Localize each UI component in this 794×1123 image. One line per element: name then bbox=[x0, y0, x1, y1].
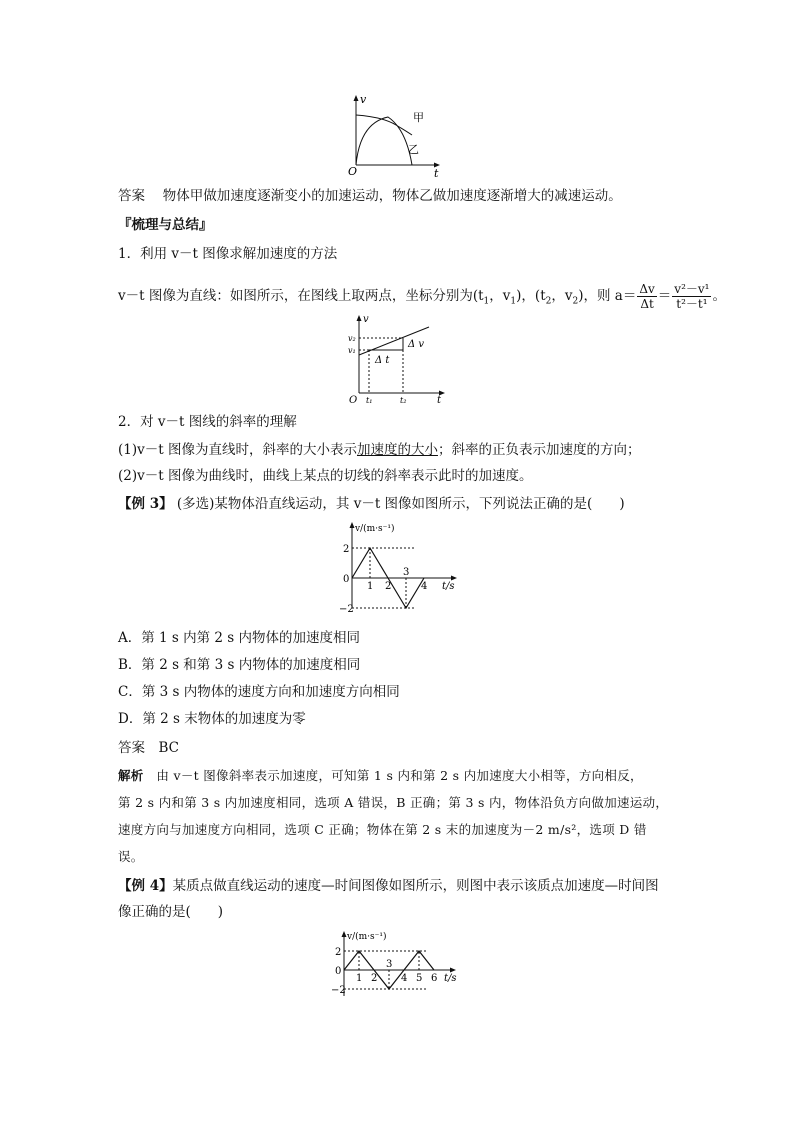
answer-prefix: 答案 bbox=[118, 188, 145, 204]
x-tick-label: 3 bbox=[403, 567, 410, 578]
label-jia: 甲 bbox=[413, 111, 424, 124]
x-tick-label: 4 bbox=[401, 973, 408, 984]
option-a: A．第 1 s 内第 2 s 内物体的加速度相同 bbox=[118, 630, 361, 646]
svg-text:Δ t: Δ t bbox=[375, 355, 390, 366]
item-2-line-1: (1)v－t 图像为直线时，斜率的大小表示加速度的大小；斜率的正负表示加速度的方向； bbox=[118, 442, 641, 458]
item-2-line-2: (2)v－t 图像为曲线时，曲线上某点的切线的斜率表示此时的加速度。 bbox=[118, 468, 533, 484]
x-tick-label: 2 bbox=[371, 973, 378, 984]
y-tick-label: 0 bbox=[335, 966, 342, 977]
example-4-stem-2: 像正确的是( ) bbox=[118, 904, 224, 920]
option-d: D．第 2 s 末物体的加速度为零 bbox=[118, 711, 306, 727]
analysis-line-4: 误。 bbox=[118, 849, 144, 864]
x-tick-label: 4 bbox=[421, 581, 428, 592]
answer-3: 答案 BC bbox=[118, 740, 180, 756]
svg-text:v₂: v₂ bbox=[348, 334, 356, 343]
y-tick-label: 2 bbox=[343, 544, 350, 555]
svg-text:O: O bbox=[349, 395, 358, 406]
example-4-chart bbox=[322, 930, 472, 1000]
svg-text:t₁: t₁ bbox=[366, 396, 373, 405]
svg-text:t: t bbox=[437, 395, 442, 406]
y-tick-label: −2 bbox=[331, 985, 346, 996]
x-tick-label: 1 bbox=[356, 973, 363, 984]
option-c: C．第 3 s 内物体的速度方向和加速度方向相同 bbox=[118, 684, 400, 700]
label-yi: 乙 bbox=[408, 143, 419, 156]
y-axis-label: v/(m·s⁻¹) bbox=[347, 932, 387, 942]
y-axis-label: v/(m·s⁻¹) bbox=[355, 524, 395, 534]
example-3-chart bbox=[330, 520, 470, 615]
fraction-dv-dt: $\frac{\Delta v}{\Delta t}$ bbox=[639, 282, 655, 311]
summary-heading: 『梳理与总结』 bbox=[118, 217, 213, 233]
svg-text:t₂: t₂ bbox=[400, 396, 407, 405]
answer-text: 物体甲做加速度逐渐变小的加速运动，物体乙做加速度逐渐增大的减速运动。 bbox=[162, 188, 622, 204]
y-tick-label: −2 bbox=[339, 604, 354, 615]
x-tick-label: 1 bbox=[367, 581, 374, 592]
example-3-stem: 【例 3】 (多选)某物体沿直线运动，其 v－t 图像如图所示，下列说法正确的是( ) bbox=[118, 496, 625, 512]
origin-label: O bbox=[348, 165, 358, 178]
v-axis-arrow bbox=[354, 95, 359, 101]
y-tick-label: 2 bbox=[335, 947, 342, 958]
axis-v-label: v bbox=[360, 93, 367, 106]
fraction-v-t: $\frac{\text{v²－v¹}}{\text{t²－t¹}}$ bbox=[674, 282, 710, 311]
x-tick-label: 3 bbox=[386, 959, 393, 970]
x-tick-label: 2 bbox=[385, 581, 392, 592]
answer-1 bbox=[118, 186, 622, 206]
axis-t-label: t bbox=[434, 167, 439, 180]
example-4-stem-1: 【例 4】某质点做直线运动的速度—时间图像如图所示，则图中表示该质点加速度—时间图 bbox=[118, 878, 659, 894]
figure-jia-yi bbox=[348, 93, 448, 180]
x-tick-label: 5 bbox=[416, 973, 423, 984]
item-1-text: v－t 图像为直线：如图所示，在图线上取两点，坐标分别为($t_1$，$v_1$)，($t_2$，$v_2$)，则 a＝ $\frac{\Delta v}{\Delta t}$ ＝ $\frac{\text{v²－v¹}}{\text{t²－t¹}}$ 。 bbox=[118, 282, 726, 311]
item-2-title: 2．对 v－t 图线的斜率的理解 bbox=[118, 414, 297, 430]
x-axis-label: t/s bbox=[444, 973, 457, 984]
figure-slope bbox=[345, 313, 455, 406]
analysis-line-2: 第 2 s 内和第 3 s 内加速度相同，选项 A 错误，B 正确；第 3 s 内，物体沿负方向做加速运动， bbox=[118, 795, 669, 810]
curve-yi bbox=[356, 117, 412, 165]
svg-text:v: v bbox=[363, 314, 369, 325]
x-axis-label: t/s bbox=[442, 581, 455, 592]
item-1-title: 1．利用 v－t 图像求解加速度的方法 bbox=[118, 246, 338, 262]
svg-text:v₁: v₁ bbox=[348, 346, 356, 355]
x-tick-label: 6 bbox=[431, 973, 438, 984]
y-tick-label: 0 bbox=[343, 574, 350, 585]
svg-text:Δ v: Δ v bbox=[408, 339, 425, 350]
option-b: B．第 2 s 和第 3 s 内物体的加速度相同 bbox=[118, 657, 361, 673]
analysis-line-3: 速度方向与加速度方向相同，选项 C 正确；物体在第 2 s 末的加速度为－2 m/s²，选项 D 错 bbox=[118, 822, 647, 837]
analysis-line-1: 解析 由 v－t 图像斜率表示加速度，可知第 1 s 内和第 2 s 内加速度大小相等，方向相反， bbox=[118, 768, 643, 783]
